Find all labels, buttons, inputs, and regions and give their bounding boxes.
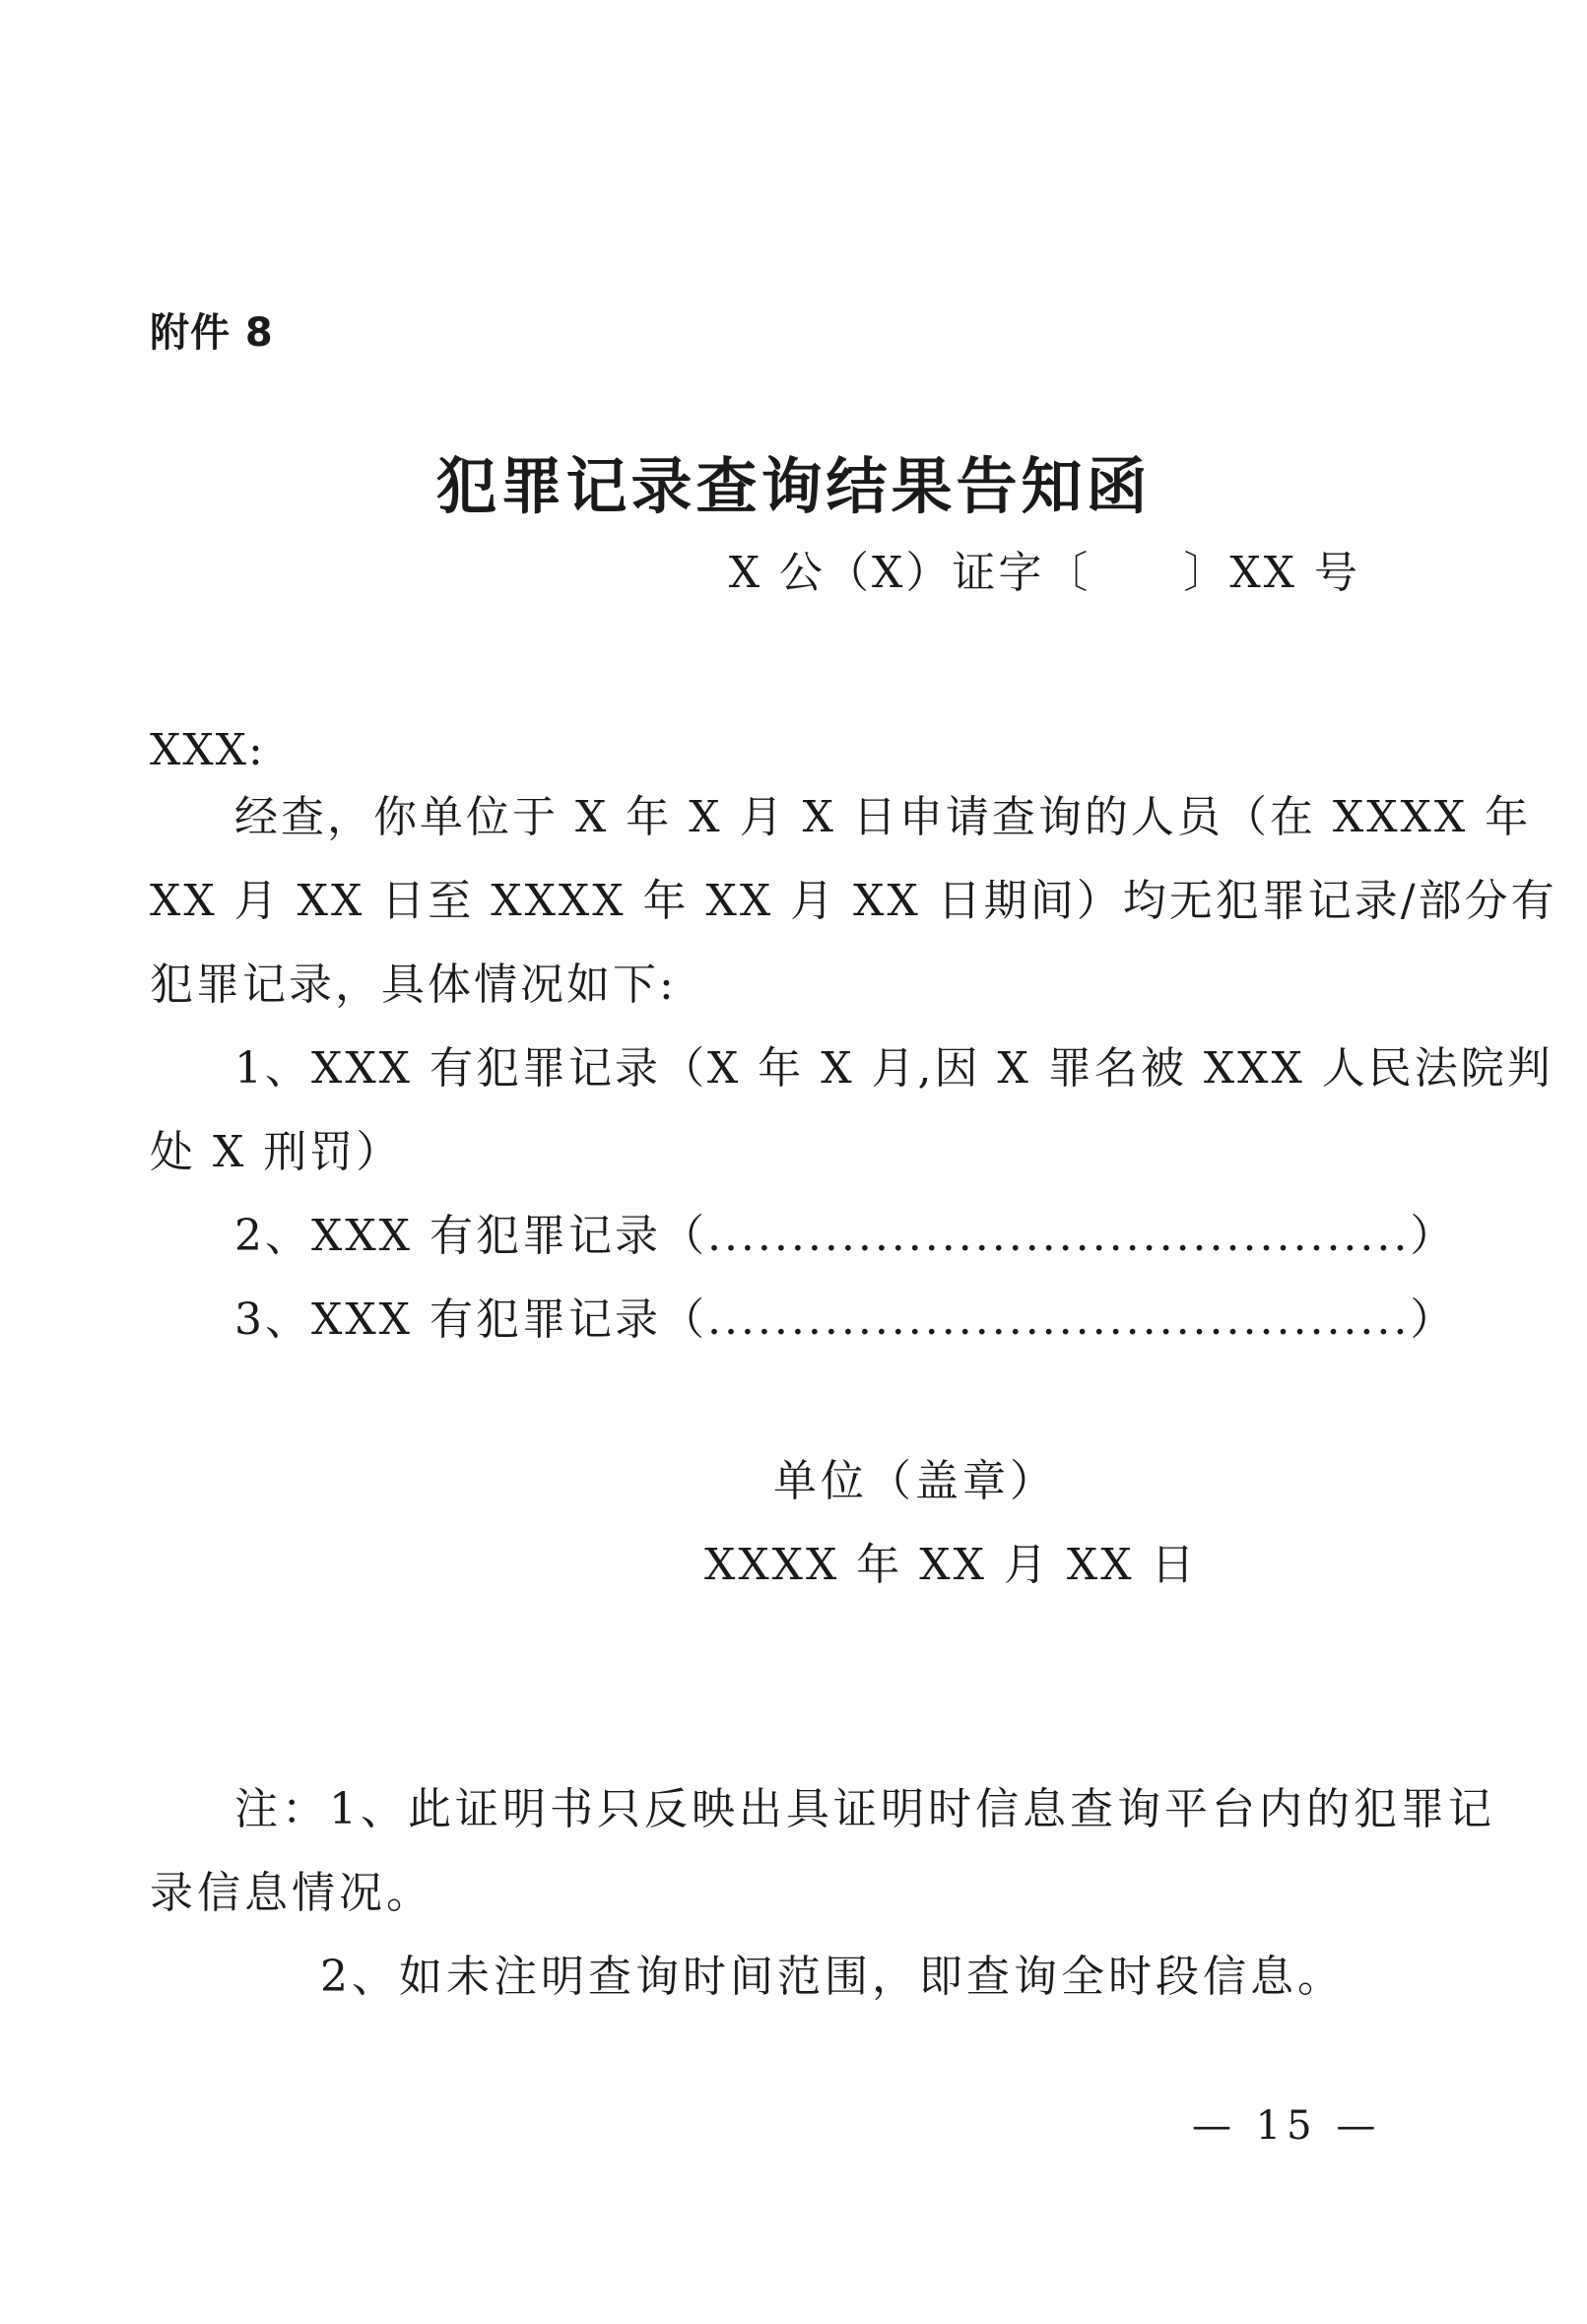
record-item-2: 2、XXX 有犯罪记录（..........................................） xyxy=(234,1211,1457,1261)
document-number: X 公（X）证字〔 〕XX 号 xyxy=(728,548,1360,598)
document-title: 犯罪记录查询结果告知函 xyxy=(435,450,1152,522)
body-line: 经查，你单位于 X 年 X 月 X 日申请查询的人员（在 XXXX 年 xyxy=(234,792,1532,842)
note-line: 录信息情况。 xyxy=(150,1868,433,1918)
salutation: XXX: xyxy=(150,725,265,775)
note-line: 2、如未注明查询时间范围，即查询全时段信息。 xyxy=(320,1952,1345,2002)
record-item-1-continued: 处 X 刑罚） xyxy=(150,1127,403,1177)
body-line: XX 月 XX 日至 XXXX 年 XX 月 XX 日期间）均无犯罪记录/部分有 xyxy=(150,876,1557,926)
record-item-1: 1、XXX 有犯罪记录（X 年 X 月,因 X 罪名被 XXX 人民法院判 xyxy=(234,1043,1554,1094)
note-line: 注：1、此证明书只反映出具证明时信息查询平台内的犯罪记 xyxy=(234,1784,1495,1834)
unit-seal-label: 单位（盖章） xyxy=(773,1456,1057,1506)
signature-date: XXXX 年 XX 月 XX 日 xyxy=(704,1540,1198,1590)
body-line: 犯罪记录，具体情况如下: xyxy=(150,960,677,1010)
record-item-3: 3、XXX 有犯罪记录（..........................................） xyxy=(234,1295,1457,1345)
page-number: — 15 — xyxy=(1192,2103,1382,2149)
attachment-label: 附件 8 xyxy=(150,310,274,356)
